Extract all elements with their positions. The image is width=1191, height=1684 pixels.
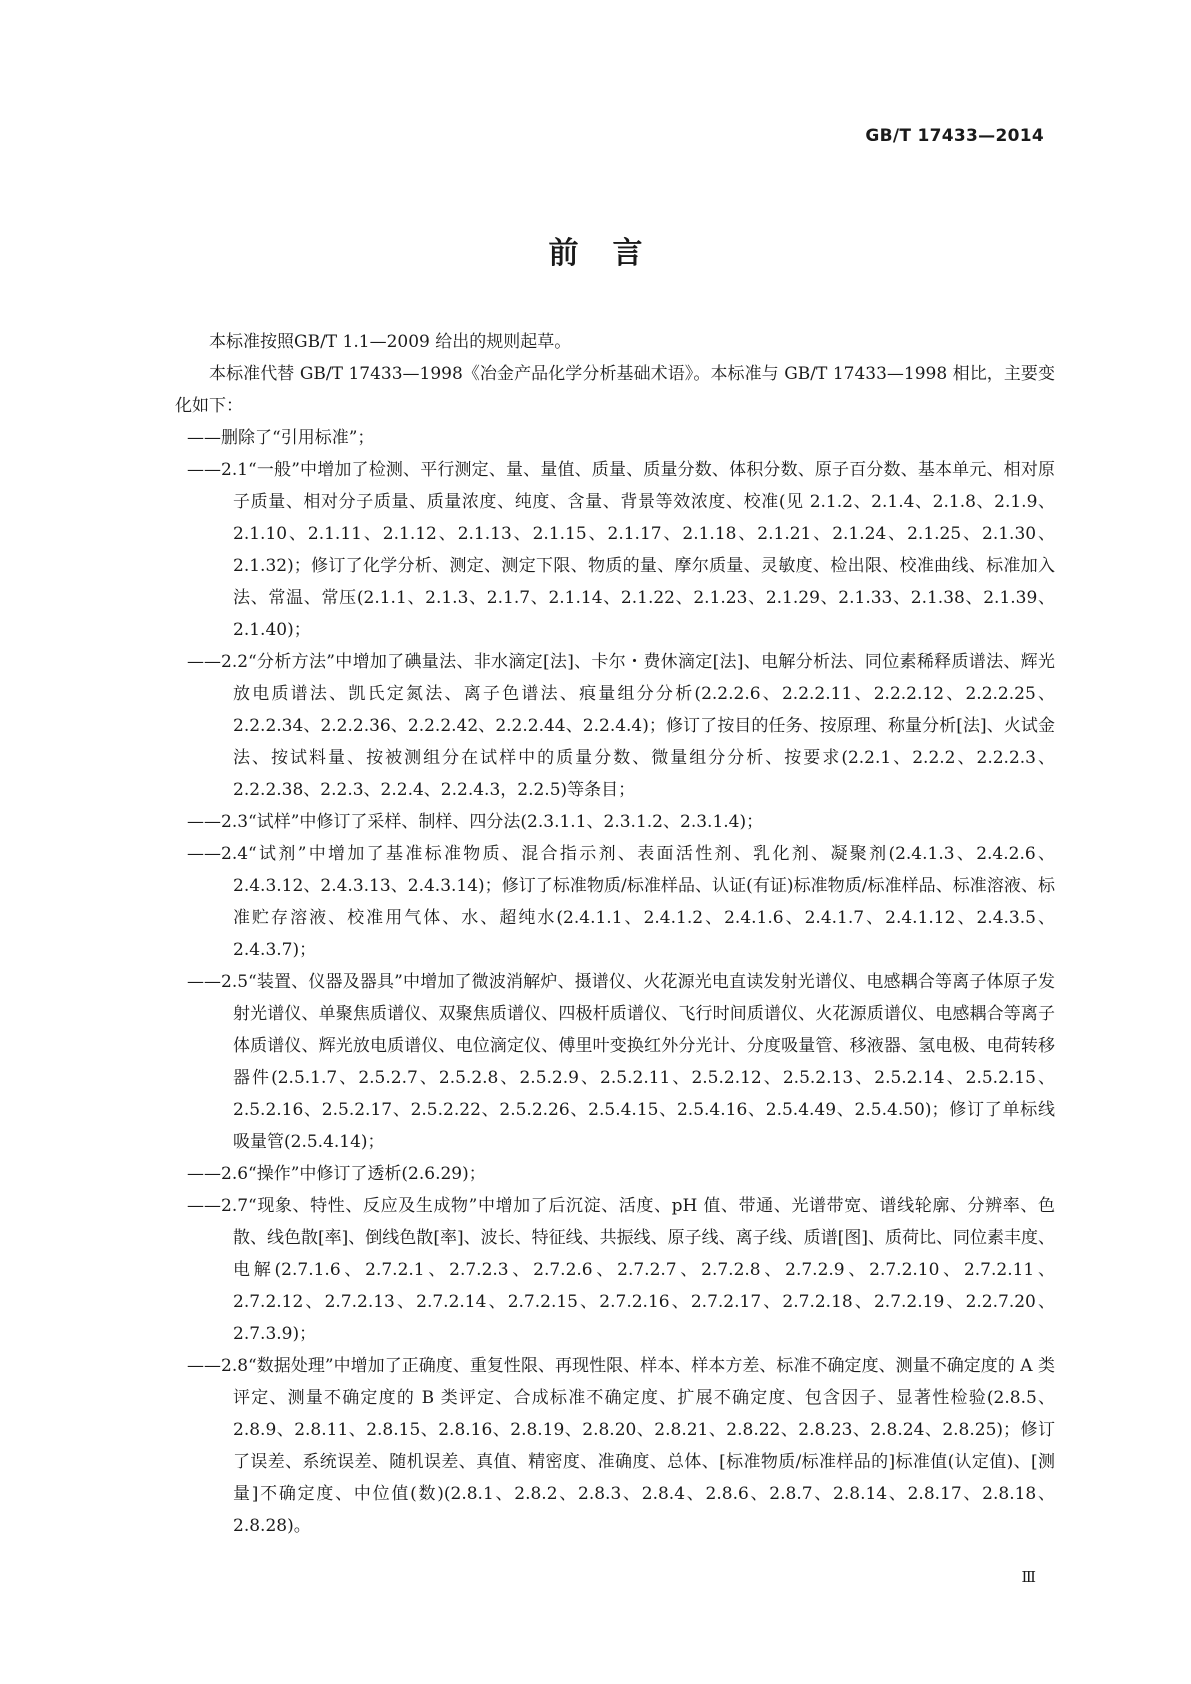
intro-paragraph-replacement: 本标准代替 GB/T 17433—1998《冶金产品化学分析基础术语》。本标准与 GB/T 17433—1998 相比，主要变化如下： bbox=[175, 364, 1055, 416]
page-number: Ⅲ bbox=[1021, 1568, 1036, 1586]
change-item-analysis-methods: ——2.2“分析方法”中增加了碘量法、非水滴定[法]、卡尔・费休滴定[法]、电解分析法、同位素稀释质谱法、辉光放电质谱法、凯氏定氮法、离子色谱法、痕量组分分析(2.2.2.6、2.2.2.11、2.2.2.12、2.2.2.25、2.2.2.34、2.2.2.36、2.2.2.42、2.2.2.44、2.2.4.4)；修订了按目的任务、按原理、称量分析[法]、火试金法、按试料量、按被测组分在试样中的质量分数、微量组分分析、按要求(2.2.1、2.2.2、2.2.2.3、2.2.2.38、2.2.3、2.2.4、2.2.4.3，2.2.5)等条目； bbox=[187, 652, 1055, 800]
intro-paragraph-drafting-rules: 本标准按照GB/T 1.1—2009 给出的规则起草。 bbox=[209, 332, 572, 352]
change-item-references: ——删除了“引用标准”； bbox=[187, 428, 375, 448]
change-item-data-processing: ——2.8“数据处理”中增加了正确度、重复性限、再现性限、样本、样本方差、标准不确定度、测量不确定度的 A 类评定、测量不确定度的 B 类评定、合成标准不确定度、扩展不确定度、包含因子、显著性检验(2.8.5、2.8.9、2.8.11、2.8.15、2.8.16、2.8.19、2.8.20、2.8.21、2.8.22、2.8.23、2.8.24、2.8.25)；修订了误差、系统误差、随机误差、真值、精密度、准确度、总体、[标准物质/标准样品的]标准值(认定值)、[测量]不确定度、中位值(数)(2.8.1、2.8.2、2.8.3、2.8.4、2.8.6、2.8.7、2.8.14、2.8.17、2.8.18、2.8.28)。 bbox=[187, 1356, 1055, 1536]
change-item-general: ——2.1“一般”中增加了检测、平行测定、量、量值、质量、质量分数、体积分数、原子百分数、基本单元、相对原子质量、相对分子质量、质量浓度、纯度、含量、背景等效浓度、校准(见 2.1.2、2.1.4、2.1.8、2.1.9、2.1.10、2.1.11、2.1.12、2.1.13、2.1.15、2.1.17、2.1.18、2.1.21、2.1.24、2.1.25、2.1.30、2.1.32)；修订了化学分析、测定、测定下限、物质的量、摩尔质量、灵敏度、检出限、校准曲线、标准加入法、常温、常压(2.1.1、2.1.3、2.1.7、2.1.14、2.1.22、2.1.23、2.1.29、2.1.33、2.1.38、2.1.39、2.1.40)； bbox=[187, 460, 1055, 640]
change-item-apparatus: ——2.5“装置、仪器及器具”中增加了微波消解炉、摄谱仪、火花源光电直读发射光谱仪、电感耦合等离子体原子发射光谱仪、单聚焦质谱仪、双聚焦质谱仪、四极杆质谱仪、飞行时间质谱仪、火花源质谱仪、电感耦合等离子体质谱仪、辉光放电质谱仪、电位滴定仪、傅里叶变换红外分光计、分度吸量管、移液器、氢电极、电荷转移器件(2.5.1.7、2.5.2.7、2.5.2.8、2.5.2.9、2.5.2.11、2.5.2.12、2.5.2.13、2.5.2.14、2.5.2.15、2.5.2.16、2.5.2.17、2.5.2.22、2.5.2.26、2.5.4.15、2.5.4.16、2.5.4.49、2.5.4.50)；修订了单标线吸量管(2.5.4.14)； bbox=[187, 972, 1055, 1152]
change-item-reagents: ——2.4“试剂”中增加了基准标准物质、混合指示剂、表面活性剂、乳化剂、凝聚剂(2.4.1.3、2.4.2.6、2.4.3.12、2.4.3.13、2.4.3.14)；修订了标准物质/标准样品、认证(有证)标准物质/标准样品、标准溶液、标准贮存溶液、校准用气体、水、超纯水(2.4.1.1、2.4.1.2、2.4.1.6、2.4.1.7、2.4.1.12、2.4.3.5、2.4.3.7)； bbox=[187, 844, 1055, 960]
foreword-body bbox=[175, 326, 1055, 1542]
standard-number: GB/T 17433—2014 bbox=[865, 126, 1044, 146]
change-item-operations: ——2.6“操作”中修订了透析(2.6.29)； bbox=[187, 1164, 486, 1184]
change-item-samples: ——2.3“试样”中修订了采样、制样、四分法(2.3.1.1、2.3.1.2、2.3.1.4)； bbox=[187, 812, 764, 832]
page-title: 前言 bbox=[548, 236, 677, 271]
change-item-phenomena: ——2.7“现象、特性、反应及生成物”中增加了后沉淀、活度、pH 值、带通、光谱带宽、谱线轮廓、分辨率、色散、线色散[率]、倒线色散[率]、波长、特征线、共振线、原子线、离子线、质谱[图]、质荷比、同位素丰度、电解(2.7.1.6、2.7.2.1、2.7.2.3、2.7.2.6、2.7.2.7、2.7.2.8、2.7.2.9、2.7.2.10、2.7.2.11、2.7.2.12、2.7.2.13、2.7.2.14、2.7.2.15、2.7.2.16、2.7.2.17、2.7.2.18、2.7.2.19、2.2.7.20、2.7.3.9)； bbox=[187, 1196, 1055, 1344]
